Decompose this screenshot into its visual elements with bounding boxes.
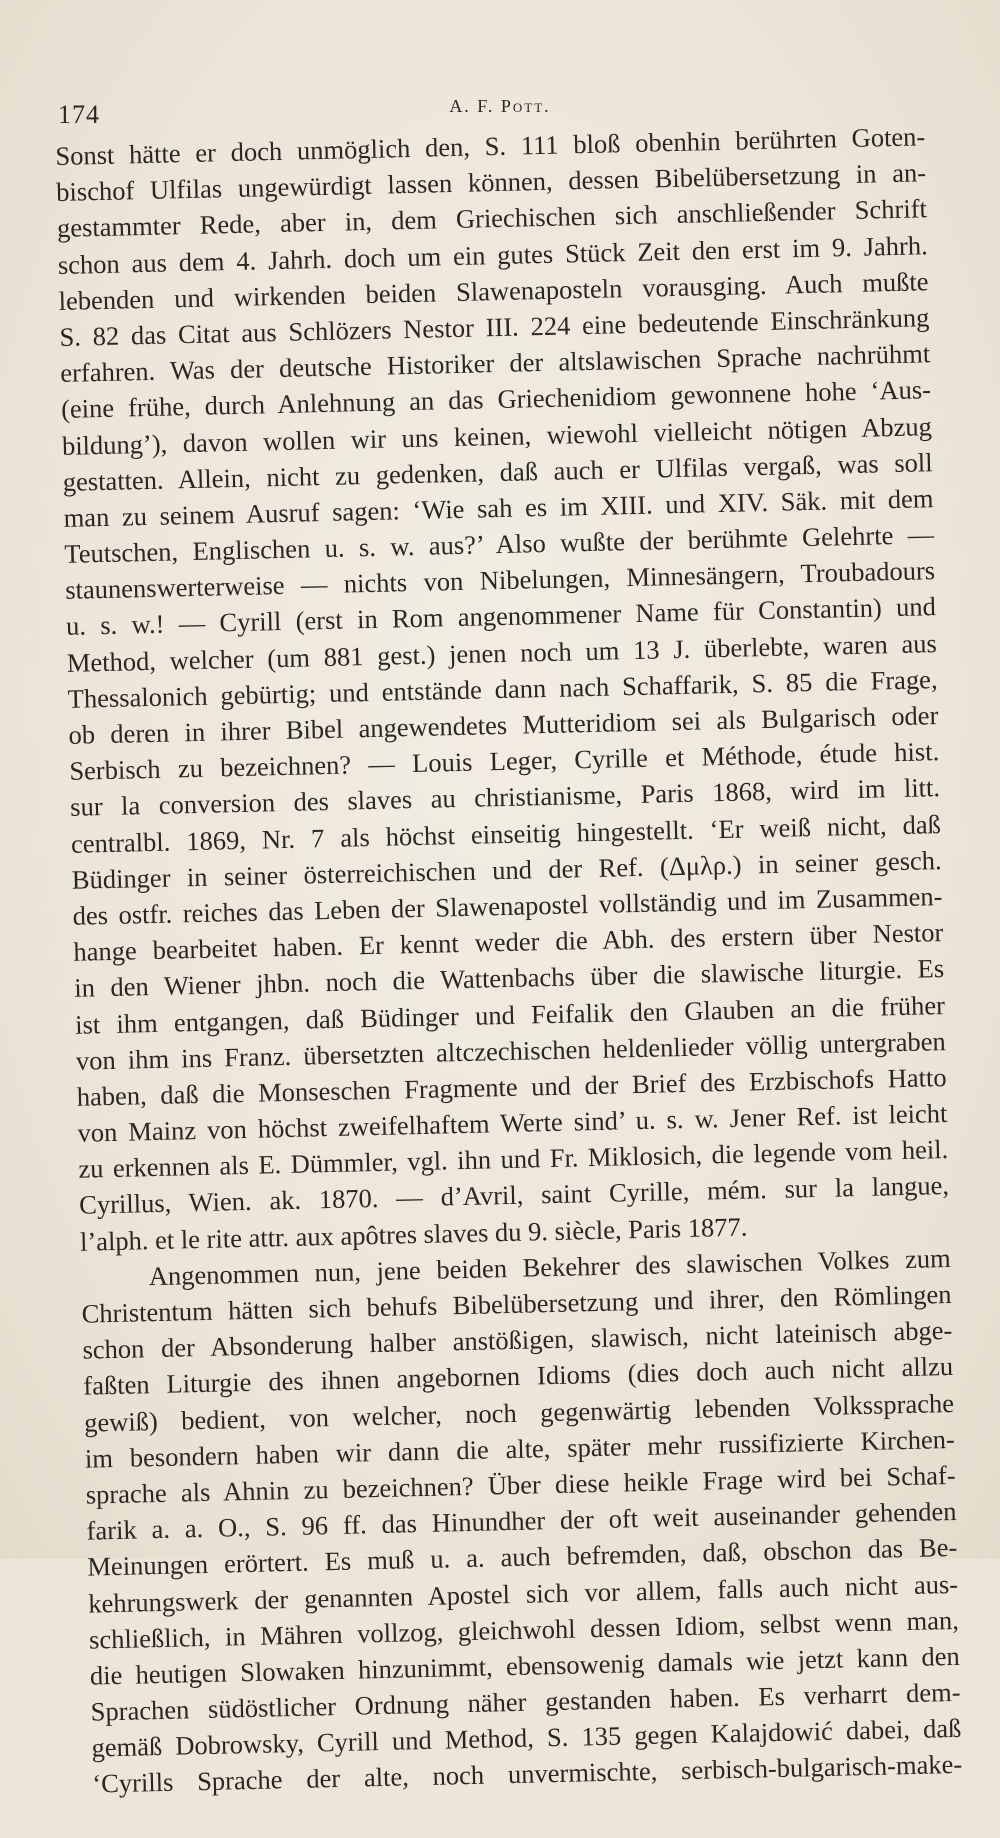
text-line: ob deren in ihrer Bibel angewendetes Mutteridiom sei als Bulgarisch oder (68, 700, 939, 750)
text-line: Meinungen erörtert. Es muß u. a. auch befremden, daß, obschon das Be- (87, 1532, 958, 1582)
text-line: die heutigen Slowaken hinzunimmt, ebensowenig damals wie jetzt kann den (89, 1640, 961, 1691)
text-line: faßten Liturgie des ihnen angebornen Idioms (dies doch auch nicht allzu (82, 1351, 954, 1402)
text-line: sur la conversion des slaves au christianisme, Paris 1868, wird im litt. (69, 772, 941, 823)
text-line: in den Wiener jhbn. noch die Wattenbachs über die slawische liturgie. Es (73, 953, 945, 1004)
text-line: Cyrillus, Wien. ak. 1870. — d’Avril, saint Cyrille, mém. sur la langue, (78, 1170, 950, 1221)
text-line: bildung’), davon wollen wir uns keinen, wiewohl vielleicht nötigen Abzug (61, 410, 933, 461)
text-line: gemäß Dobrowsky, Cyrill und Method, S. 135 gegen Kalajdowić dabei, daß (91, 1713, 962, 1763)
text-line: kehrungswerk der genannten Apostel sich vor allem, falls auch nicht aus- (87, 1568, 959, 1619)
text-line: haben, daß die Monseschen Fragmente und der Brief des Erzbischofs Hatto (76, 1061, 947, 1112)
text-line: erfahren. Was der deutsche Historiker der altslawischen Sprache nachrühmt (59, 338, 931, 389)
text-line: lebenden und wirkenden beiden Slawenaposteln vorausging. Auch mußte (58, 265, 929, 316)
text-line: gestatten. Allein, nicht zu gedenken, daß auch er Ulfilas vergaß, was soll (62, 446, 933, 497)
text-line: gestammter Rede, aber in, dem Griechischen sich anschließender Schrift (56, 193, 928, 244)
text-line: sprache als Ahnin zu bezeichnen? Über diese heikle Frage wird bei Schaf- (85, 1459, 956, 1510)
text-line: Christentum hätten sich behufs Bibelübersetzung und ihrer, den Römlingen (81, 1278, 952, 1329)
text-line: ist ihm entgangen, daß Büdinger und Feifalik den Glauben an die früher (74, 989, 946, 1040)
text-line: centralbl. 1869, Nr. 7 als höchst einseitig hingestellt. ‘Er weiß nicht, daß (70, 808, 942, 859)
text-line: von ihm ins Franz. übersetzten altczechischen heldenlieder völlig untergraben (75, 1025, 947, 1076)
text-line: farik a. a. O., S. 96 ff. das Hinundher der oft weit auseinander gehenden (86, 1496, 957, 1546)
text-line: Teutschen, Englischen u. s. w. aus?’ Also wußte der berühmte Gelehrte — (64, 519, 935, 569)
text-line: zu erkennen als E. Dümmler, vgl. ihn und Fr. Miklosich, die legende vom heil. (78, 1134, 949, 1184)
text-line: Sprachen südöstlicher Ordnung näher gestanden haben. Es verharrt dem- (90, 1676, 961, 1727)
text-line: man zu seinem Ausruf sagen: ‘Wie sah es im XIII. und XIV. Säk. mit dem (63, 483, 934, 533)
text-line: u. s. w.! — Cyrill (erst in Rom angenommener Name für Constantin) und (65, 591, 937, 642)
text-line: gewiß) bedient, von welcher, noch gegenwärtig lebenden Volkssprache (83, 1387, 955, 1438)
text-line: staunenswerterweise — nichts von Nibelungen, Minnesängern, Troubadours (64, 555, 936, 606)
text-line: Serbisch zu bezeichnen? — Louis Leger, Cyrille et Méthode, étude hist. (69, 736, 940, 787)
text-line: l’alph. et le rite attr. aux apôtres slaves du 9. siècle, Paris 1877. (79, 1211, 748, 1257)
text-line: Thessalonich gebürtig; und entstände dann nach Schaffarik, S. 85 die Frage, (67, 663, 938, 714)
text-line: Sonst hätte er doch unmöglich den, S. 111 bloß obenhin berührten Goten- (55, 121, 926, 171)
text-line: schon der Absonderung halber anstößigen, slawisch, nicht lateinisch abge- (82, 1315, 953, 1365)
text-line: (eine frühe, durch Anlehnung an das Griechenidiom gewonnene hohe ‘Aus- (60, 374, 932, 425)
text-line: im besondern haben wir dann die alte, später mehr russifizierte Kirchen- (84, 1423, 956, 1474)
text-line: Büdinger in seiner österreichischen und der Ref. (Δμλρ.) in seiner gesch. (71, 844, 942, 895)
text-line: Angenommen nun, jene beiden Bekehrer des slawischen Volkes zum (148, 1242, 951, 1291)
text-line: ‘Cyrills Sprache der alte, noch unvermischte, serbisch-bulgarisch-make- (92, 1749, 963, 1800)
text-line: hange bearbeitet haben. Er kennt weder die Abh. des erstern über Nestor (73, 917, 944, 967)
page-number: 174 (58, 100, 100, 129)
text-line: Method, welcher (um 881 gest.) jenen noch um 13 J. überlebte, waren aus (66, 627, 938, 678)
text-line: S. 82 das Citat aus Schlözers Nestor III. 224 eine bedeutende Einschränkung (59, 302, 930, 352)
text-line: schließlich, in Mähren vollzog, gleichwohl dessen Idiom, selbst wenn man, (88, 1604, 960, 1655)
text-line: schon aus dem 4. Jahrh. doch um ein gutes Stück Zeit den erst im 9. Jahrh. (57, 229, 928, 280)
text-line: bischof Ulfilas ungewürdigt lassen können, dessen Bibelübersetzung in an- (55, 157, 927, 208)
running-head-text: A. F. Pott. (449, 96, 551, 116)
body-text (55, 118, 963, 1838)
text-line: von Mainz von höchst zweifelhaftem Werte sind’ u. s. w. Jener Ref. ist leicht (77, 1098, 948, 1148)
text-line: des ostfr. reiches das Leben der Slawenapostel vollständig und im Zusammen- (72, 881, 943, 931)
running-head (0, 96, 1000, 117)
